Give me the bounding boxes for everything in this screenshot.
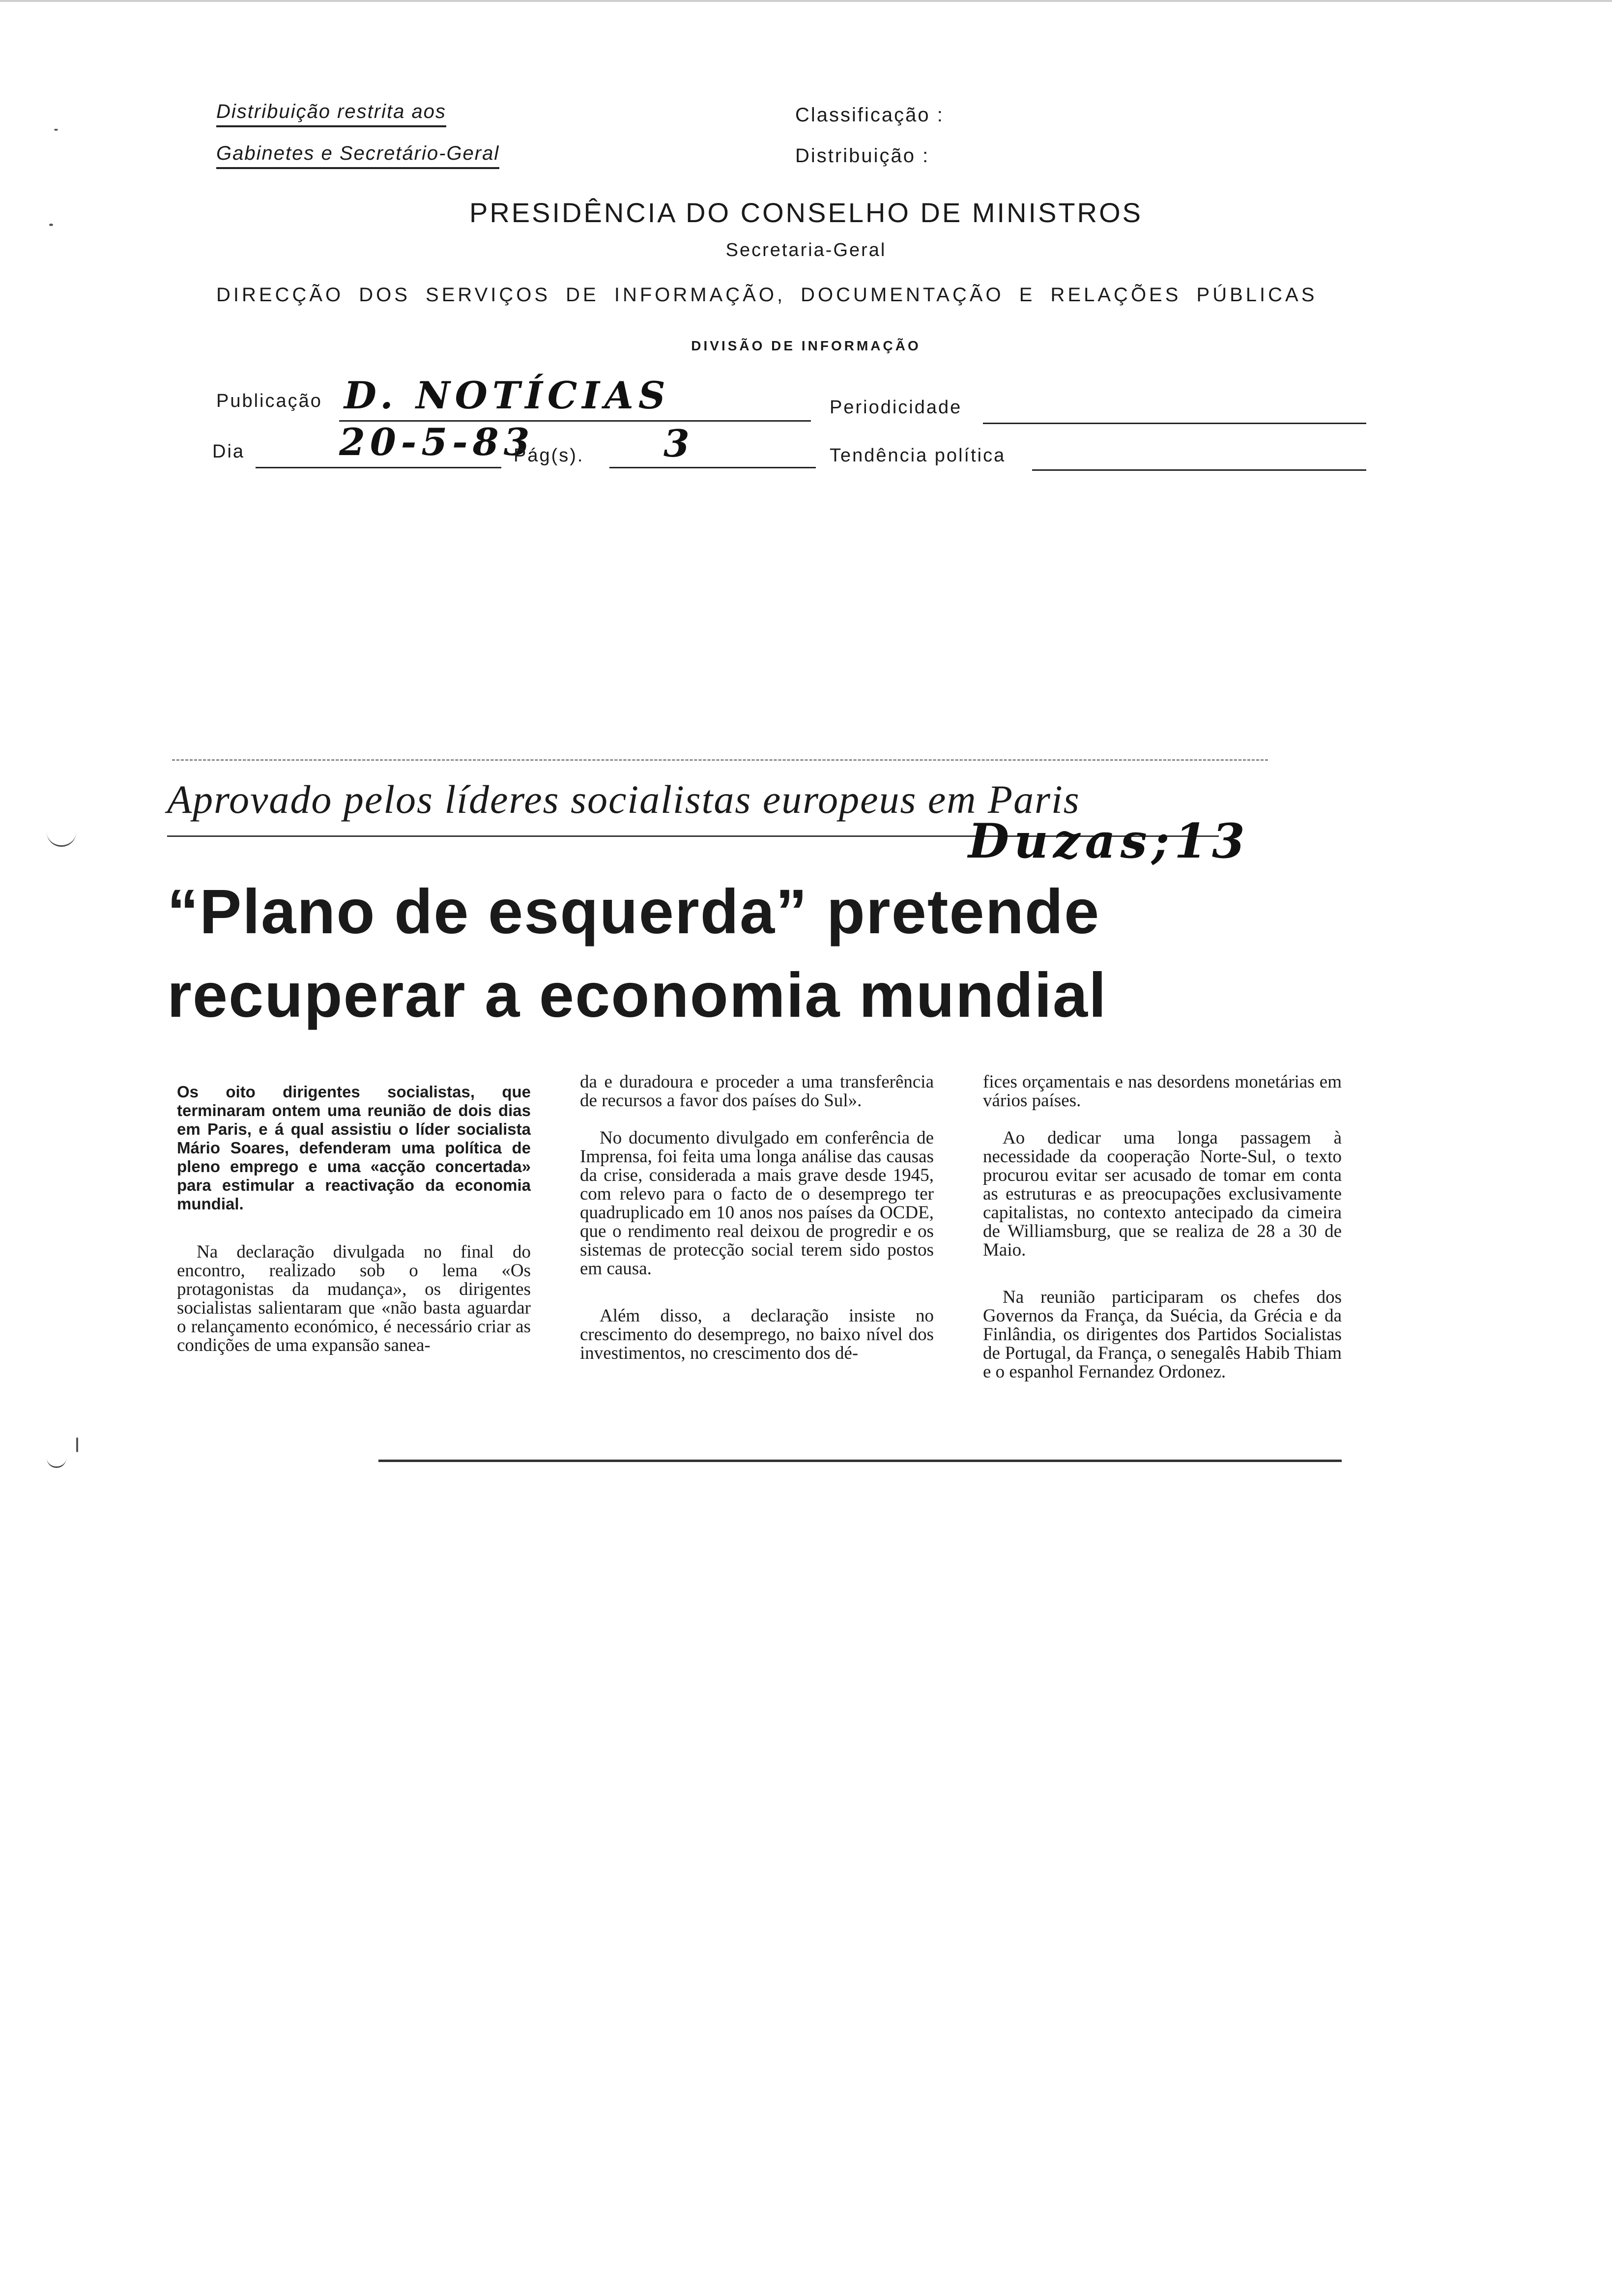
col3-paragraph-1: fices orçamentais e nas desordens monetárias em vários países.	[983, 1072, 1342, 1111]
clipping-handwritten-note: Duzas;13	[968, 813, 1250, 869]
dia-line	[256, 467, 501, 468]
publicacao-label: Publicação	[216, 391, 322, 411]
article-kicker: Aprovado pelos líderes socialistas europeus em Paris	[167, 777, 1080, 822]
article-lead: Os oito dirigentes socialistas, que terminaram ontem uma reunião de dois dias em Paris, e á qual assistiu o líder socialista Mário Soares, defenderam uma política de pleno emprego e uma «acção concertada» para estimular a reactivação da economia mundial.	[177, 1083, 531, 1213]
scan-speck	[54, 129, 58, 131]
distribution-note-line2	[216, 143, 499, 165]
distribuicao-label: Distribuição :	[795, 145, 930, 167]
col3-paragraph-2: Ao dedicar uma longa passagem à necessidade da cooperação Norte-Sul, o texto procurou evitar ser acusado de tomar em conta as estruturas e as preocupações exclusivamente capitalistas, no contexto antecipado da cimeira de Williamsburg, que se realiza de 28 a 30 de Maio.	[983, 1128, 1342, 1260]
directorate-line: DIRECÇÃO DOS SERVIÇOS DE INFORMAÇÃO, DOCUMENTAÇÃO E RELAÇÕES PÚBLICAS	[216, 284, 1318, 306]
pags-line	[609, 467, 816, 468]
clipping-bottom-rule	[378, 1460, 1342, 1462]
pags-handwritten: 3	[663, 422, 694, 465]
pags-label: Pág(s).	[514, 445, 584, 466]
distribution-note-line1	[216, 101, 446, 123]
periodicidade-line	[983, 423, 1366, 424]
secretaria-subtitle: Secretaria-Geral	[725, 240, 887, 260]
article-column-3	[983, 1054, 1342, 1400]
scan-speck	[49, 224, 53, 226]
tendencia-line	[1032, 469, 1366, 471]
publicacao-handwritten: D. NOTÍCIAS	[344, 373, 670, 417]
margin-mark-2	[47, 1455, 66, 1468]
col2-paragraph-3: Além disso, a declaração insiste no crescimento do desemprego, no baixo nível dos investimentos, no crescimento dos dé-	[580, 1306, 934, 1363]
tendencia-label: Tendência política	[830, 445, 1006, 466]
headline-line2: recuperar a economia mundial	[167, 960, 1107, 1031]
periodicidade-label: Periodicidade	[830, 397, 962, 418]
article-column-2	[580, 1054, 934, 1381]
classificacao-label: Classificação :	[795, 104, 944, 126]
division-label: DIVISÃO DE INFORMAÇÃO	[691, 338, 921, 353]
col2-paragraph-2: No documento divulgado em conferência de Imprensa, foi feita uma longa análise das causas da crise, considerada a mais grave desde 1945, com relevo para o facto de o desemprego ter quadruplicado em 10 anos nos países da OCDE, que o rendimento real deixou de progredir e os sistemas de protecção social terem sido postos em causa.	[580, 1128, 934, 1279]
scan-top-edge	[0, 0, 1612, 2]
article-column-1	[177, 1064, 531, 1374]
dia-label: Dia	[212, 441, 245, 462]
margin-mark-1	[47, 831, 76, 847]
distribution-line2-text: Gabinetes e Secretário-Geral	[216, 143, 499, 169]
clipping-top-edge	[172, 759, 1268, 761]
distribution-line1-text: Distribuição restrita aos	[216, 101, 446, 127]
scan-speck	[76, 1437, 78, 1452]
headline-line1: “Plano de esquerda” pretende	[167, 877, 1100, 947]
institution-title: PRESIDÊNCIA DO CONSELHO DE MINISTROS	[469, 197, 1143, 228]
dia-handwritten: 20-5-83	[339, 420, 535, 464]
col3-paragraph-3: Na reunião participaram os chefes dos Governos da França, da Suécia, da Grécia e da Finlândia, os dirigentes dos Partidos Socialistas de Portugal, da França, o senegalês Habib Thiam e o espanhol Fernandez Ordonez.	[983, 1287, 1342, 1382]
col1-paragraph: Na declaração divulgada no final do encontro, realizado sob o lema «Os protagonistas da mudança», os dirigentes socialistas salientaram que «não basta aguardar o relançamento económico, é necessário criar as condições de uma expansão sanea-	[177, 1242, 531, 1355]
col2-paragraph-1: da e duradoura e proceder a uma transferência de recursos a favor dos países do Sul».	[580, 1072, 934, 1111]
